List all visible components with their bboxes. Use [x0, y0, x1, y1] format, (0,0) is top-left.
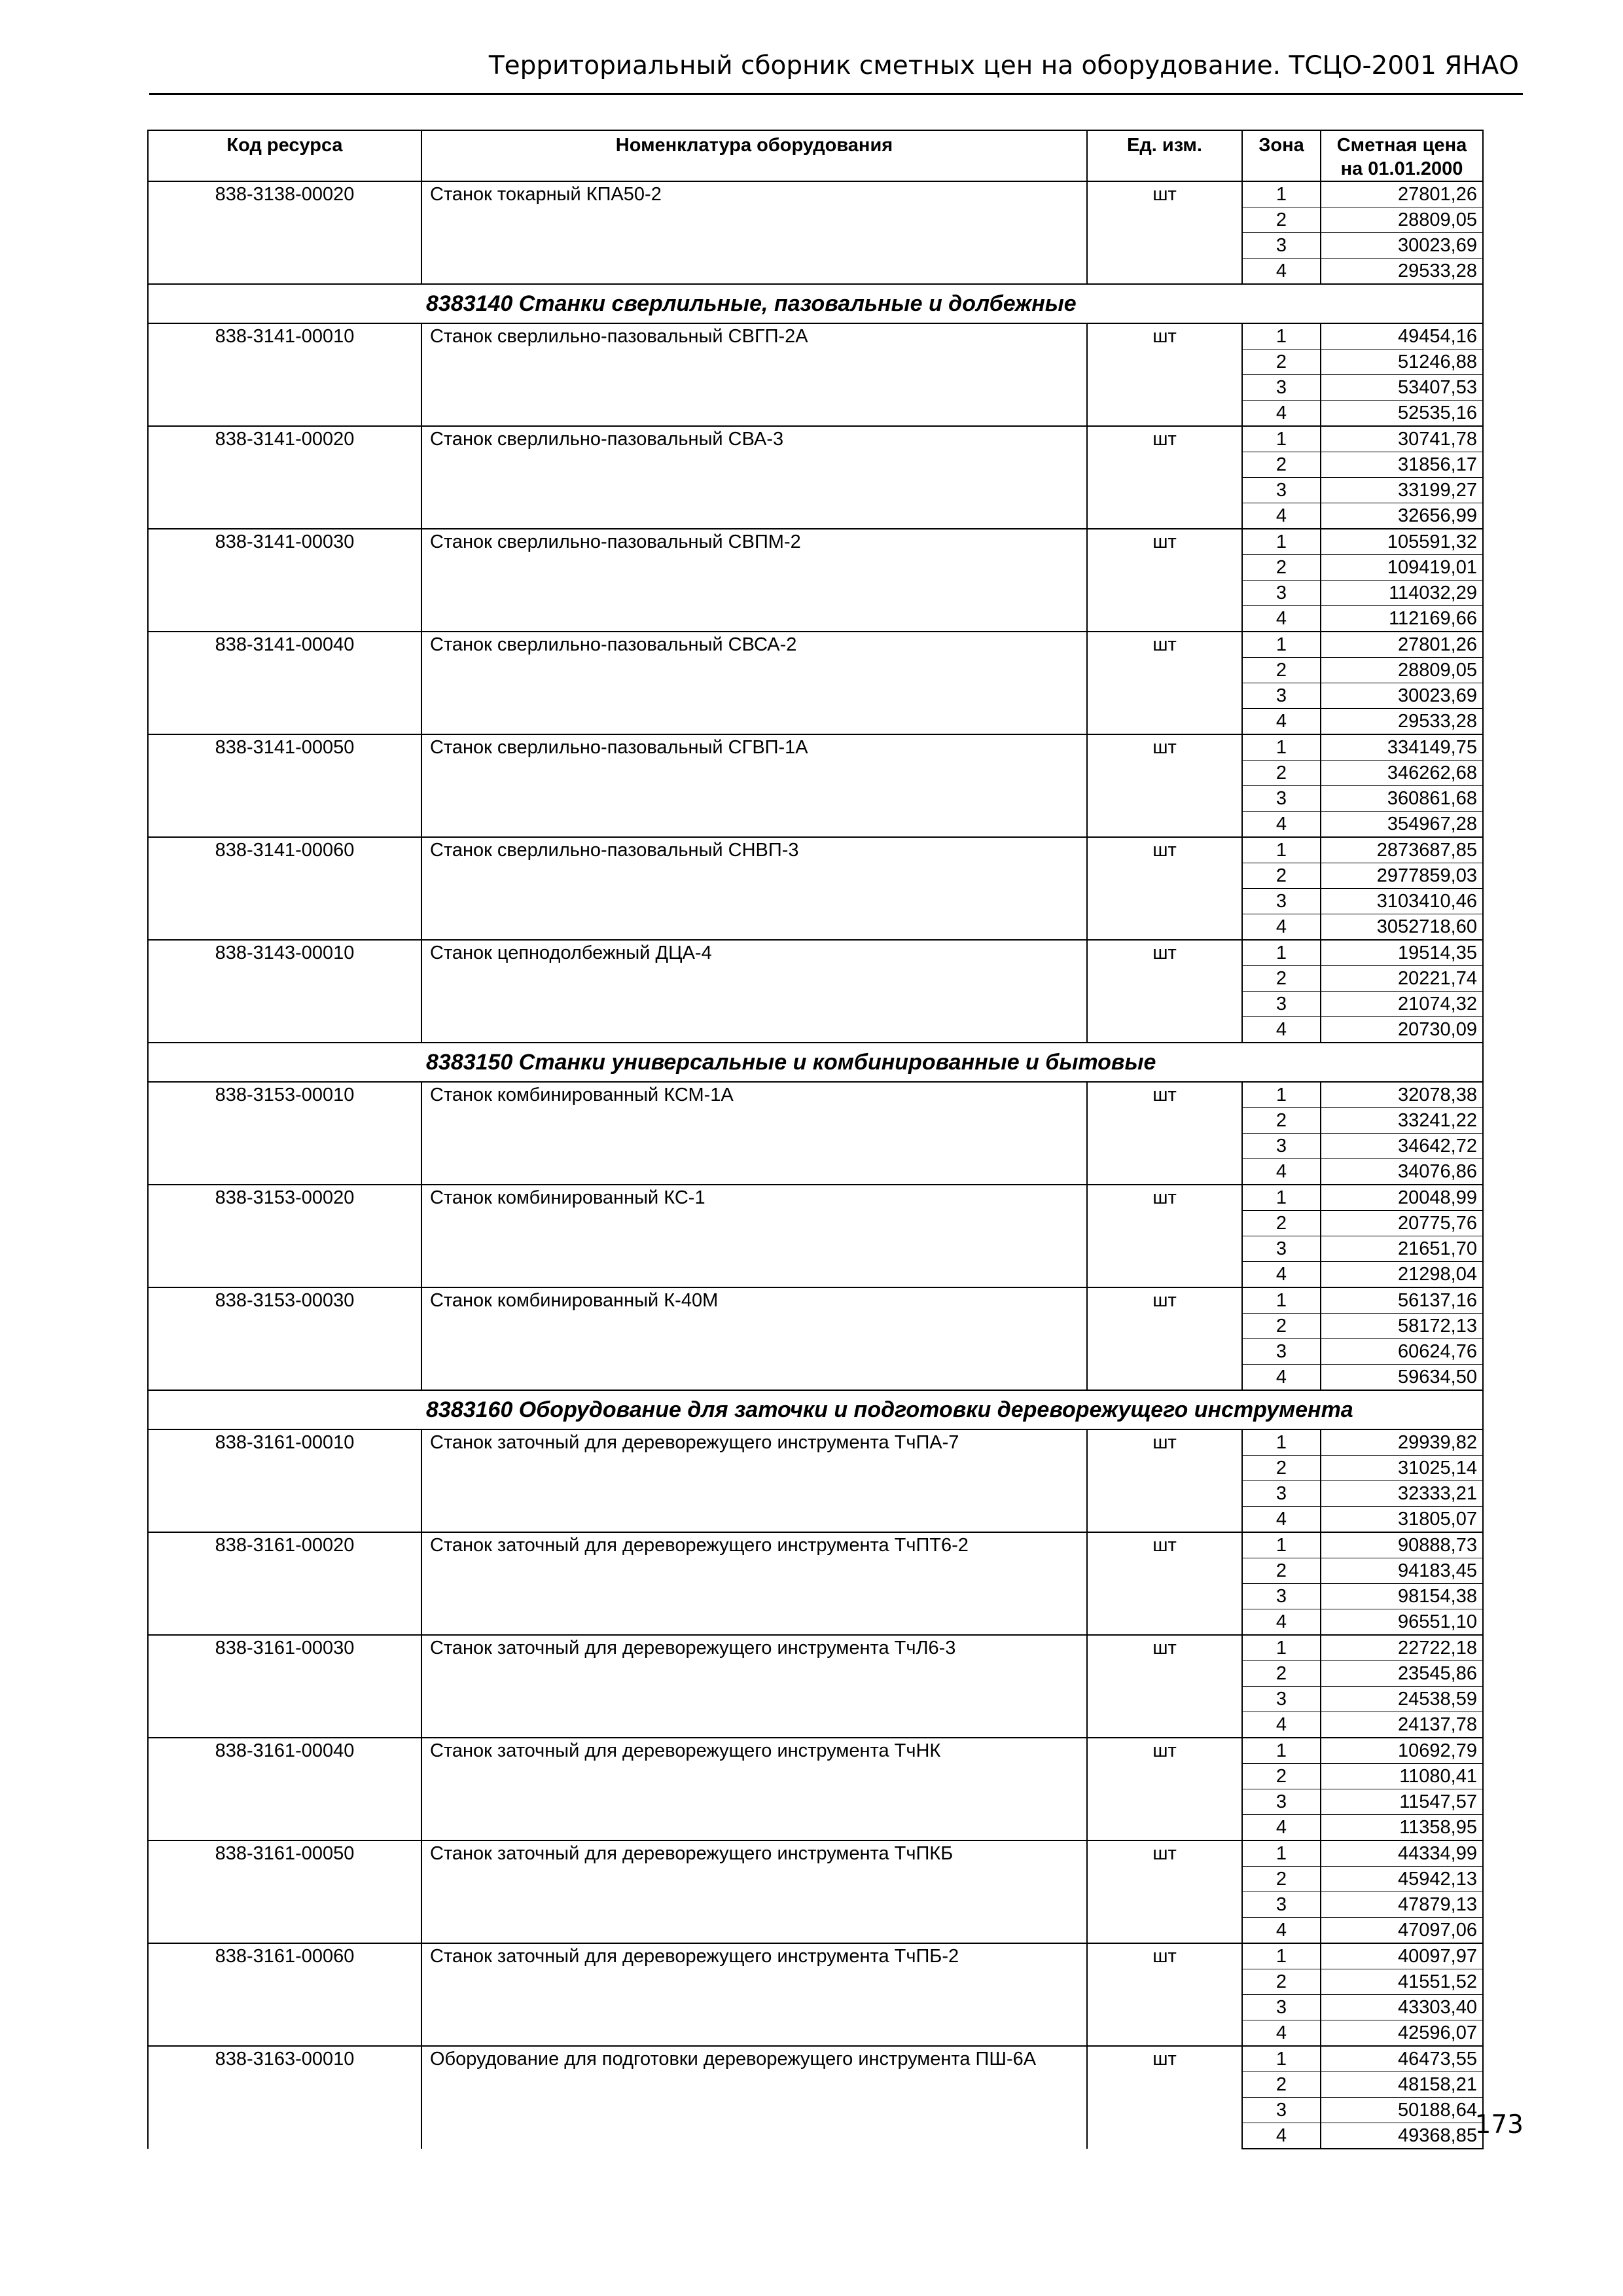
section-heading-row: [148, 284, 1483, 323]
column-header-price-line2: на 01.01.2000: [1340, 158, 1463, 179]
equipment-name: Станок комбинированный КСМ-1А: [421, 1082, 1087, 1185]
price-cell: 24137,78: [1321, 1712, 1483, 1738]
zone-cell: 3: [1242, 992, 1321, 1017]
section-heading-row: [148, 1390, 1483, 1429]
price-cell: 43303,40: [1321, 1995, 1483, 2020]
unit-of-measure: шт: [1087, 1287, 1242, 1390]
resource-code: 838-3153-00020: [148, 1185, 421, 1287]
price-cell: 60624,76: [1321, 1339, 1483, 1365]
equipment-name: Станок комбинированный КС-1: [421, 1185, 1087, 1287]
zone-cell: 1: [1242, 1635, 1321, 1661]
zone-cell: 3: [1242, 683, 1321, 709]
resource-code: 838-3141-00010: [148, 323, 421, 426]
resource-code: 838-3161-00020: [148, 1532, 421, 1635]
table-row: [148, 1429, 1483, 1456]
zone-cell: 2: [1242, 207, 1321, 233]
price-cell: 49454,16: [1321, 323, 1483, 350]
price-cell: 58172,13: [1321, 1314, 1483, 1339]
zone-cell: 1: [1242, 632, 1321, 658]
resource-code: 838-3161-00030: [148, 1635, 421, 1738]
zone-cell: 3: [1242, 1236, 1321, 1262]
price-cell: 59634,50: [1321, 1365, 1483, 1391]
table-body: [148, 181, 1483, 2149]
resource-code: 838-3161-00050: [148, 1840, 421, 1943]
price-cell: 98154,38: [1321, 1584, 1483, 1609]
price-cell: 360861,68: [1321, 786, 1483, 812]
zone-cell: 2: [1242, 2072, 1321, 2098]
zone-cell: 2: [1242, 1108, 1321, 1134]
unit-of-measure: шт: [1087, 323, 1242, 426]
zone-cell: 3: [1242, 1481, 1321, 1507]
zone-cell: 3: [1242, 889, 1321, 914]
zone-cell: 3: [1242, 1995, 1321, 2020]
price-cell: 3103410,46: [1321, 889, 1483, 914]
table-row: [148, 1943, 1483, 1969]
zone-cell: 4: [1242, 2123, 1321, 2149]
price-table: [147, 130, 1484, 2149]
price-cell: 31805,07: [1321, 1507, 1483, 1533]
unit-of-measure: шт: [1087, 734, 1242, 837]
zone-cell: 2: [1242, 1558, 1321, 1584]
price-cell: 105591,32: [1321, 529, 1483, 555]
table-row: [148, 181, 1483, 207]
table-row: [148, 426, 1483, 452]
table-row: [148, 837, 1483, 863]
price-cell: 33241,22: [1321, 1108, 1483, 1134]
table-row: [148, 1287, 1483, 1314]
price-cell: 33199,27: [1321, 478, 1483, 503]
zone-cell: 1: [1242, 2046, 1321, 2072]
price-cell: 32333,21: [1321, 1481, 1483, 1507]
price-cell: 90888,73: [1321, 1532, 1483, 1558]
table-row: [148, 529, 1483, 555]
section-heading: 8383140 Станки сверлильные, пазовальные и долбежные: [148, 284, 1483, 323]
price-cell: 28809,05: [1321, 658, 1483, 683]
equipment-name: Станок сверлильно-пазовальный СВСА-2: [421, 632, 1087, 734]
price-cell: 20730,09: [1321, 1017, 1483, 1043]
table-row: [148, 1635, 1483, 1661]
price-cell: 34642,72: [1321, 1134, 1483, 1159]
price-cell: 49368,85: [1321, 2123, 1483, 2149]
price-cell: 52535,16: [1321, 401, 1483, 427]
zone-cell: 1: [1242, 1840, 1321, 1867]
zone-cell: 2: [1242, 1969, 1321, 1995]
zone-cell: 4: [1242, 1815, 1321, 1841]
section-heading: 8383150 Станки универсальные и комбинированные и бытовые: [148, 1043, 1483, 1082]
unit-of-measure: шт: [1087, 1738, 1242, 1840]
zone-cell: 1: [1242, 323, 1321, 350]
price-cell: 11080,41: [1321, 1764, 1483, 1789]
zone-cell: 3: [1242, 233, 1321, 259]
equipment-name: Станок сверлильно-пазовальный СВА-3: [421, 426, 1087, 529]
zone-cell: 3: [1242, 1339, 1321, 1365]
zone-cell: 4: [1242, 812, 1321, 838]
unit-of-measure: шт: [1087, 426, 1242, 529]
equipment-name: Станок заточный для дереворежущего инструмента ТчНК: [421, 1738, 1087, 1840]
price-cell: 19514,35: [1321, 940, 1483, 966]
zone-cell: 1: [1242, 181, 1321, 207]
price-cell: 32656,99: [1321, 503, 1483, 529]
zone-cell: 4: [1242, 1159, 1321, 1185]
price-cell: 11547,57: [1321, 1789, 1483, 1815]
zone-cell: 3: [1242, 1892, 1321, 1918]
equipment-name: Станок токарный КПА50-2: [421, 181, 1087, 284]
equipment-name: Станок сверлильно-пазовальный СВПМ-2: [421, 529, 1087, 632]
resource-code: 838-3141-00060: [148, 837, 421, 940]
zone-cell: 1: [1242, 426, 1321, 452]
zone-cell: 4: [1242, 259, 1321, 285]
price-cell: 21651,70: [1321, 1236, 1483, 1262]
unit-of-measure: шт: [1087, 1943, 1242, 2046]
zone-cell: 2: [1242, 452, 1321, 478]
price-cell: 56137,16: [1321, 1287, 1483, 1314]
zone-cell: 4: [1242, 1609, 1321, 1636]
table-row: [148, 1840, 1483, 1867]
equipment-name: Станок сверлильно-пазовальный СНВП-3: [421, 837, 1087, 940]
zone-cell: 3: [1242, 1584, 1321, 1609]
table-row: [148, 323, 1483, 350]
price-cell: 30023,69: [1321, 683, 1483, 709]
price-cell: 10692,79: [1321, 1738, 1483, 1764]
price-cell: 112169,66: [1321, 606, 1483, 632]
zone-cell: 3: [1242, 2098, 1321, 2123]
price-cell: 21074,32: [1321, 992, 1483, 1017]
price-cell: 48158,21: [1321, 2072, 1483, 2098]
unit-of-measure: шт: [1087, 2046, 1242, 2149]
zone-cell: 3: [1242, 581, 1321, 606]
equipment-name: Станок цепнодолбежный ДЦА-4: [421, 940, 1087, 1043]
zone-cell: 2: [1242, 658, 1321, 683]
section-heading-row: [148, 1043, 1483, 1082]
price-cell: 23545,86: [1321, 1661, 1483, 1687]
price-cell: 31025,14: [1321, 1456, 1483, 1481]
section-heading: 8383160 Оборудование для заточки и подготовки дереворежущего инструмента: [148, 1390, 1483, 1429]
equipment-name: Станок заточный для дереворежущего инструмента ТчПБ-2: [421, 1943, 1087, 2046]
price-cell: 20221,74: [1321, 966, 1483, 992]
zone-cell: 3: [1242, 786, 1321, 812]
zone-cell: 1: [1242, 837, 1321, 863]
zone-cell: 4: [1242, 2020, 1321, 2047]
column-header-unit: Ед. изм.: [1087, 130, 1242, 181]
price-cell: 2977859,03: [1321, 863, 1483, 889]
equipment-name: Станок сверлильно-пазовальный СВГП-2А: [421, 323, 1087, 426]
document-title: Территориальный сборник сметных цен на оборудование. ТСЦО-2001 ЯНАО: [488, 51, 1519, 81]
price-cell: 11358,95: [1321, 1815, 1483, 1841]
price-cell: 2873687,85: [1321, 837, 1483, 863]
zone-cell: 4: [1242, 503, 1321, 529]
column-header-name: Номенклатура оборудования: [421, 130, 1087, 181]
column-header-zone: Зона: [1242, 130, 1321, 181]
price-cell: 50188,64: [1321, 2098, 1483, 2123]
column-header-price-line1: Сметная цена: [1336, 135, 1467, 156]
equipment-name: Станок заточный для дереворежущего инструмента ТчПТ6-2: [421, 1532, 1087, 1635]
resource-code: 838-3141-00040: [148, 632, 421, 734]
unit-of-measure: шт: [1087, 1635, 1242, 1738]
zone-cell: 4: [1242, 401, 1321, 427]
resource-code: 838-3153-00010: [148, 1082, 421, 1185]
zone-cell: 2: [1242, 555, 1321, 581]
zone-cell: 1: [1242, 1943, 1321, 1969]
zone-cell: 4: [1242, 709, 1321, 735]
zone-cell: 2: [1242, 761, 1321, 786]
zone-cell: 4: [1242, 1365, 1321, 1391]
zone-cell: 4: [1242, 1918, 1321, 1944]
unit-of-measure: шт: [1087, 1532, 1242, 1635]
unit-of-measure: шт: [1087, 529, 1242, 632]
unit-of-measure: шт: [1087, 1185, 1242, 1287]
table-row: [148, 632, 1483, 658]
price-cell: 44334,99: [1321, 1840, 1483, 1867]
price-cell: 41551,52: [1321, 1969, 1483, 1995]
price-cell: 20048,99: [1321, 1185, 1483, 1211]
table-row: [148, 1532, 1483, 1558]
table-row: [148, 1185, 1483, 1211]
price-cell: 24538,59: [1321, 1687, 1483, 1712]
equipment-name: Оборудование для подготовки дереворежущего инструмента ПШ-6А: [421, 2046, 1087, 2149]
unit-of-measure: шт: [1087, 1840, 1242, 1943]
resource-code: 838-3143-00010: [148, 940, 421, 1043]
zone-cell: 2: [1242, 1867, 1321, 1892]
equipment-name: Станок заточный для дереворежущего инструмента ТчПА-7: [421, 1429, 1087, 1532]
price-cell: 21298,04: [1321, 1262, 1483, 1288]
price-cell: 47097,06: [1321, 1918, 1483, 1944]
zone-cell: 2: [1242, 350, 1321, 375]
price-cell: 22722,18: [1321, 1635, 1483, 1661]
price-cell: 40097,97: [1321, 1943, 1483, 1969]
zone-cell: 2: [1242, 966, 1321, 992]
zone-cell: 1: [1242, 1429, 1321, 1456]
resource-code: 838-3161-00060: [148, 1943, 421, 2046]
equipment-name: Станок комбинированный К-40М: [421, 1287, 1087, 1390]
column-header-price: [1321, 130, 1483, 181]
zone-cell: 3: [1242, 1687, 1321, 1712]
zone-cell: 4: [1242, 1507, 1321, 1533]
unit-of-measure: шт: [1087, 837, 1242, 940]
price-cell: 31856,17: [1321, 452, 1483, 478]
page-header: [149, 39, 1523, 95]
equipment-name: Станок заточный для дереворежущего инструмента ТчЛ6-3: [421, 1635, 1087, 1738]
zone-cell: 3: [1242, 478, 1321, 503]
zone-cell: 3: [1242, 1134, 1321, 1159]
zone-cell: 2: [1242, 1661, 1321, 1687]
unit-of-measure: шт: [1087, 1429, 1242, 1532]
price-cell: 42596,07: [1321, 2020, 1483, 2047]
price-cell: 45942,13: [1321, 1867, 1483, 1892]
zone-cell: 1: [1242, 734, 1321, 761]
zone-cell: 2: [1242, 1211, 1321, 1236]
zone-cell: 2: [1242, 863, 1321, 889]
price-cell: 29939,82: [1321, 1429, 1483, 1456]
equipment-name: Станок заточный для дереворежущего инструмента ТчПКБ: [421, 1840, 1087, 1943]
zone-cell: 1: [1242, 1532, 1321, 1558]
table-row: [148, 2046, 1483, 2072]
zone-cell: 1: [1242, 529, 1321, 555]
price-cell: 27801,26: [1321, 632, 1483, 658]
table-row: [148, 734, 1483, 761]
unit-of-measure: шт: [1087, 181, 1242, 284]
price-cell: 34076,86: [1321, 1159, 1483, 1185]
price-cell: 53407,53: [1321, 375, 1483, 401]
price-cell: 3052718,60: [1321, 914, 1483, 941]
zone-cell: 2: [1242, 1764, 1321, 1789]
resource-code: 838-3153-00030: [148, 1287, 421, 1390]
zone-cell: 4: [1242, 1712, 1321, 1738]
price-cell: 109419,01: [1321, 555, 1483, 581]
resource-code: 838-3163-00010: [148, 2046, 421, 2149]
zone-cell: 3: [1242, 1789, 1321, 1815]
zone-cell: 3: [1242, 375, 1321, 401]
price-cell: 32078,38: [1321, 1082, 1483, 1108]
resource-code: 838-3138-00020: [148, 181, 421, 284]
resource-code: 838-3161-00040: [148, 1738, 421, 1840]
unit-of-measure: шт: [1087, 632, 1242, 734]
zone-cell: 1: [1242, 1738, 1321, 1764]
equipment-name: Станок сверлильно-пазовальный СГВП-1А: [421, 734, 1087, 837]
zone-cell: 2: [1242, 1456, 1321, 1481]
unit-of-measure: шт: [1087, 940, 1242, 1043]
price-cell: 30023,69: [1321, 233, 1483, 259]
column-header-code: Код ресурса: [148, 130, 421, 181]
resource-code: 838-3161-00010: [148, 1429, 421, 1532]
zone-cell: 4: [1242, 1017, 1321, 1043]
zone-cell: 4: [1242, 1262, 1321, 1288]
price-cell: 94183,45: [1321, 1558, 1483, 1584]
price-cell: 354967,28: [1321, 812, 1483, 838]
price-cell: 28809,05: [1321, 207, 1483, 233]
price-cell: 114032,29: [1321, 581, 1483, 606]
table-header-row: [148, 130, 1483, 181]
page-number: 173: [1474, 2110, 1524, 2140]
zone-cell: 4: [1242, 606, 1321, 632]
table-row: [148, 1738, 1483, 1764]
zone-cell: 4: [1242, 914, 1321, 941]
price-cell: 29533,28: [1321, 709, 1483, 735]
zone-cell: 1: [1242, 940, 1321, 966]
price-cell: 29533,28: [1321, 259, 1483, 285]
resource-code: 838-3141-00020: [148, 426, 421, 529]
resource-code: 838-3141-00050: [148, 734, 421, 837]
price-cell: 96551,10: [1321, 1609, 1483, 1636]
table-row: [148, 1082, 1483, 1108]
price-cell: 30741,78: [1321, 426, 1483, 452]
table-row: [148, 940, 1483, 966]
price-cell: 46473,55: [1321, 2046, 1483, 2072]
zone-cell: 2: [1242, 1314, 1321, 1339]
zone-cell: 1: [1242, 1082, 1321, 1108]
price-cell: 20775,76: [1321, 1211, 1483, 1236]
price-cell: 47879,13: [1321, 1892, 1483, 1918]
price-cell: 346262,68: [1321, 761, 1483, 786]
zone-cell: 1: [1242, 1185, 1321, 1211]
price-cell: 334149,75: [1321, 734, 1483, 761]
zone-cell: 1: [1242, 1287, 1321, 1314]
resource-code: 838-3141-00030: [148, 529, 421, 632]
price-cell: 51246,88: [1321, 350, 1483, 375]
unit-of-measure: шт: [1087, 1082, 1242, 1185]
price-cell: 27801,26: [1321, 181, 1483, 207]
